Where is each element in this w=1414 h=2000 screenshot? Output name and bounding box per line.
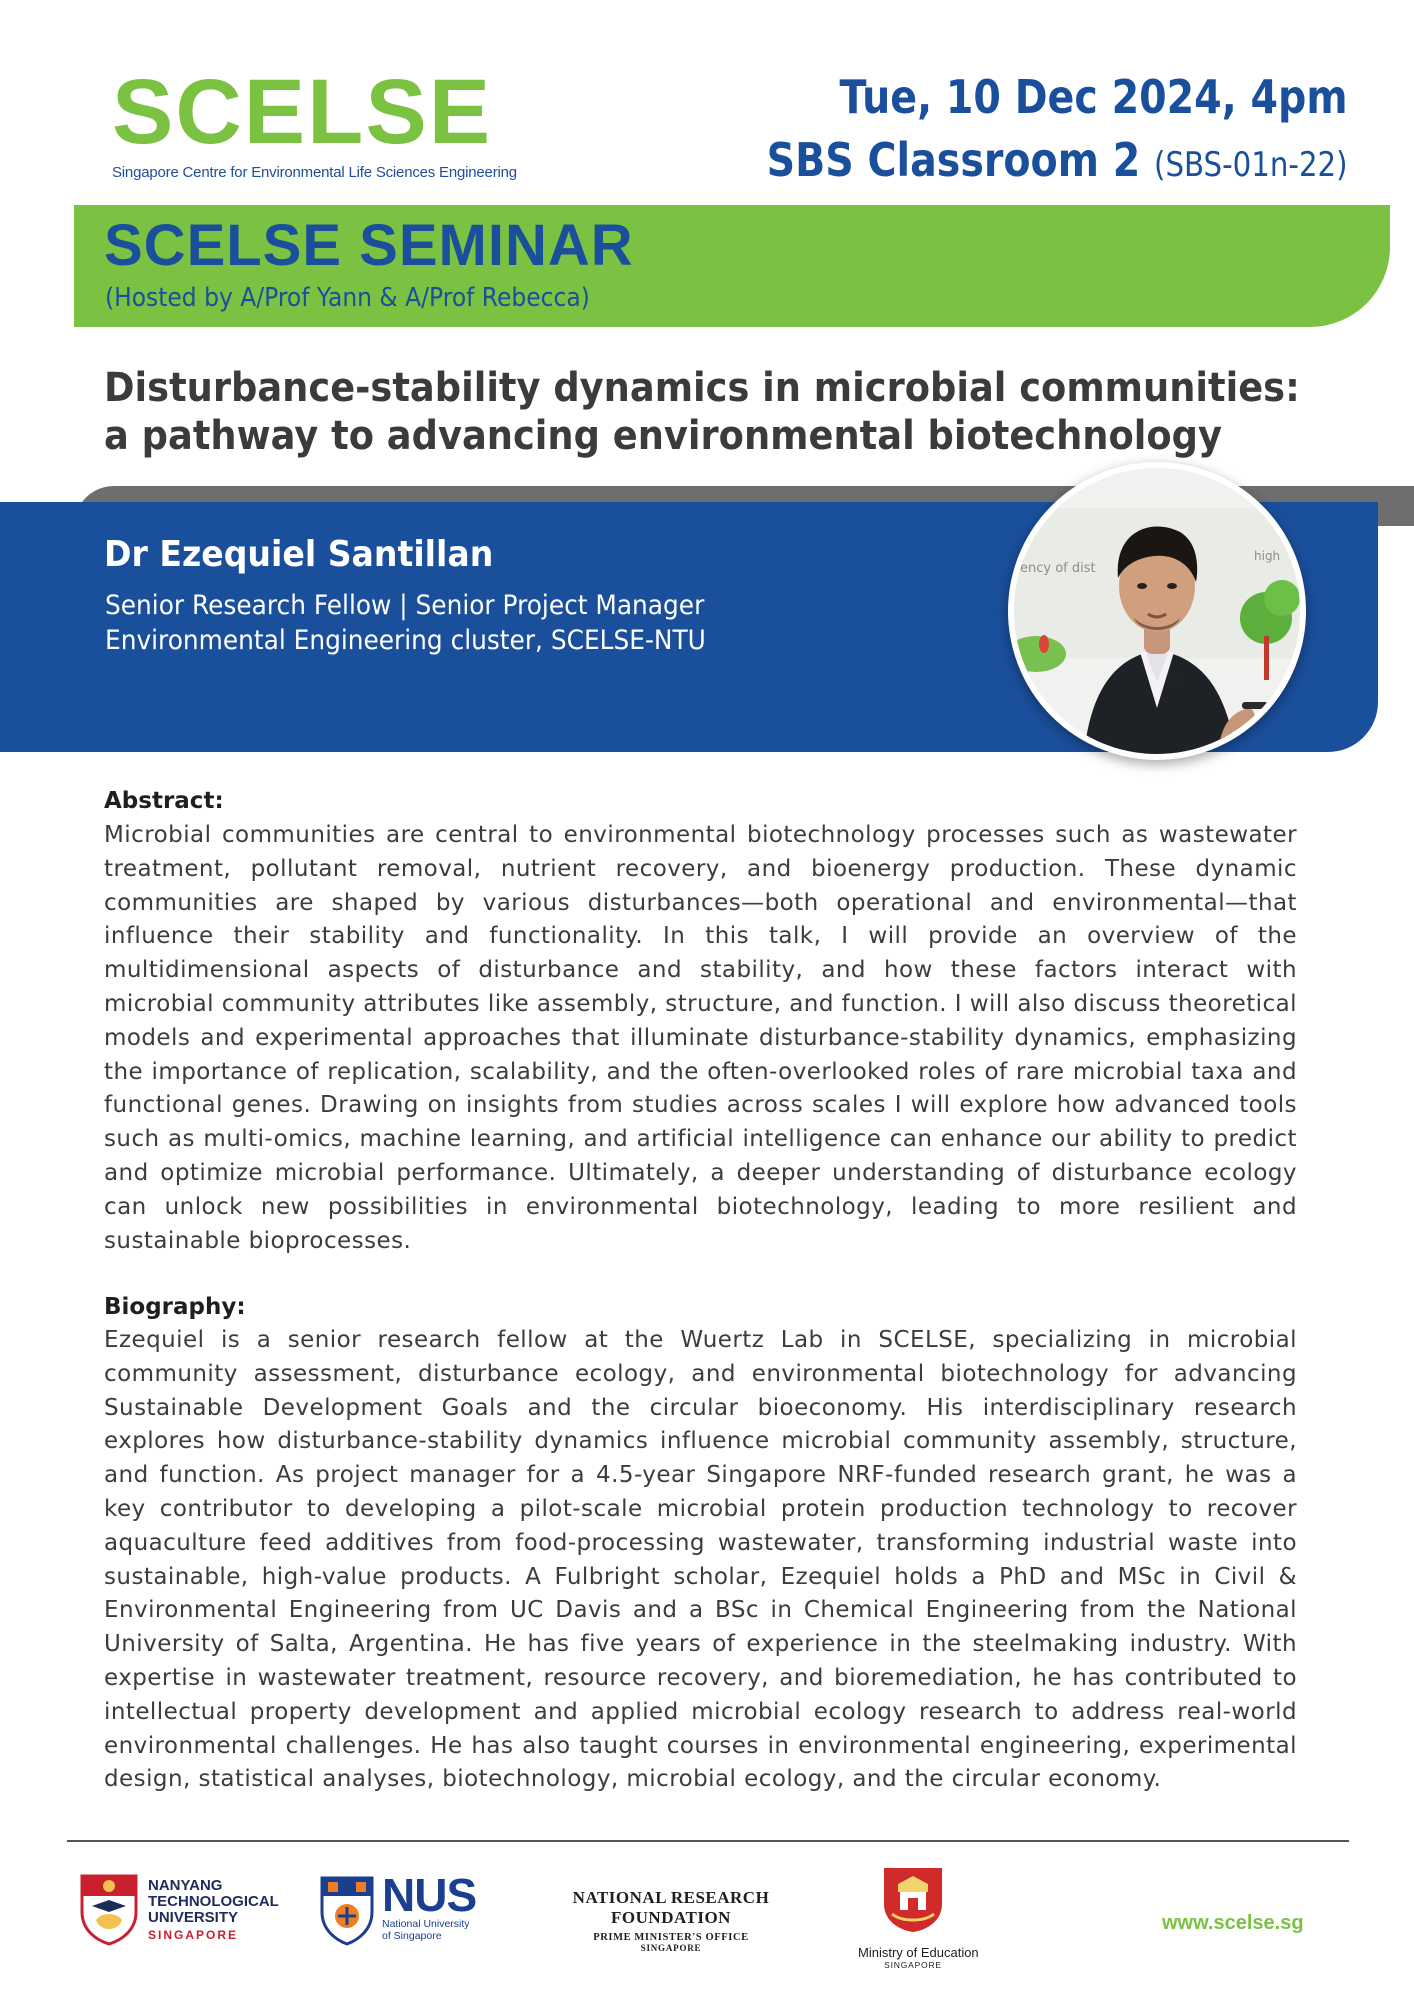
nrf-title: NATIONAL RESEARCH FOUNDATION [572,1888,770,1927]
venue-room-code: (SBS-01n-22) [1154,145,1348,185]
nus-crest-icon [318,1872,376,1946]
venue-name: SBS Classroom 2 [767,133,1141,187]
nus-logo [318,1869,488,1950]
event-date-time: Tue, 10 Dec 2024, 4pm [839,70,1348,124]
footer-divider [67,1840,1349,1842]
moe-crest-icon [878,1862,948,1934]
moe-name: Ministry of Education [858,1945,979,1960]
website-link[interactable]: www.scelse.sg [1162,1912,1304,1934]
abstract-text: Microbial communities are central to environmental biotechnology processes such as wastewater treatment, pollutant removal, nutrient recovery, and bioenergy production. These dynamic communities are shaped by various disturbances—both operational and environmental—that influence their stability and functionality. In this talk, I will provide an overview of the multidimensional aspects of disturbance and stability, and how these factors interact with microbial community attributes like assembly, structure, and function. I will also discuss theoretical models and experimental approaches that illuminate disturbance-stability dynamics, emphasizing the importance of replication, scalability, and the often-overlooked roles of rare microbial taxa and functional genes. Drawing on insights from studies across scales I will explore how advanced tools such as multi-omics, machine learning, and artificial intelligence can enhance our ability to predict and optimize microbial performance. Ultimately, a deeper understanding of disturbance ecology can unlock new possibilities in environmental biotechnology, leading to more resilient and sustainable bioprocesses. [104,822,1297,1254]
logo-subtitle: Singapore Centre for Environmental Life Sciences Engineering [112,164,517,181]
speaker-photo [1008,462,1306,760]
ntu-logo [78,1872,308,1950]
speaker-role-line-1: Senior Research Fellow | Senior Project Manager [105,590,705,621]
talk-title-line-1: Disturbance-stability dynamics in microbial communities: [104,365,1300,411]
speaker-role-line-2: Environmental Engineering cluster, SCELSE-NTU [105,625,706,656]
event-venue [767,128,1348,197]
slide-text-high: high [1254,549,1281,563]
ntu-name-line-1: NANYANG [148,1877,223,1894]
nus-name-line-2: of Singapore [382,1930,442,1942]
talk-title [104,364,1300,460]
scelse-logo [112,61,517,181]
nus-name-line-1: National University [382,1918,470,1930]
slide-text: ency of dist [1020,561,1096,576]
event-info [672,66,1348,197]
ntu-name-line-3: UNIVERSITY [148,1909,239,1926]
moe-logo [858,1862,979,1970]
ntu-name [148,1878,279,1926]
biography-text: Ezequiel is a senior research fellow at the Wuertz Lab in SCELSE, specializing in microbial community assessment, disturbance ecology, and environmental biotechnology for advancing Sustainable Development Goals and the circular bioeconomy. His interdisciplinary research explores how disturbance-stability dynamics influence microbial community assembly, structure, and function. As project manager for a 4.5-year Singapore NRF-funded research grant, he was a key contributor to developing a pilot-scale microbial protein production technology to recover aquaculture feed additives from food-processing wastewater, transforming industrial waste into sustainable, high-value products. A Fulbright scholar, Ezequiel holds a PhD and MSc in Civil & Environmental Engineering from UC Davis and a BSc in Chemical Engineering from the National University of Salta, Argentina. He has five years of experience in the steelmaking industry. With expertise in wastewater treatment, resource recovery, and bioremediation, he has contributed to intellectual property development and applied microbial ecology research to address real-world environmental challenges. He has also taught courses in environmental engineering, experimental design, statistical analyses, biotechnology, microbial ecology, and the circular economy. [104,1327,1297,1793]
speaker-name: Dr Ezequiel Santillan [104,534,494,575]
talk-title-line-2: a pathway to advancing environmental biotechnology [104,413,1223,459]
seminar-title: SCELSE SEMINAR [104,213,634,278]
abstract-heading: Abstract: [104,788,224,814]
logo-wordmark: SCELSE [112,61,493,163]
ntu-name-line-2: TECHNOLOGICAL [148,1893,279,1910]
seminar-hosts: (Hosted by A/Prof Yann & A/Prof Rebecca) [105,283,590,313]
nus-name [382,1918,470,1942]
speaker-role [105,588,706,658]
nus-wordmark: NUS [382,1869,477,1921]
nrf-logo [516,1888,826,1953]
nrf-office: PRIME MINISTER'S OFFICE [593,1932,749,1943]
moe-country: SINGAPORE [884,1960,942,1970]
ntu-country: SINGAPORE [148,1928,239,1942]
ntu-crest-icon [78,1872,140,1946]
nrf-country: SINGAPORE [640,1943,702,1953]
speaker-portrait-illustration [1014,468,1300,754]
biography-heading: Biography: [104,1294,246,1320]
